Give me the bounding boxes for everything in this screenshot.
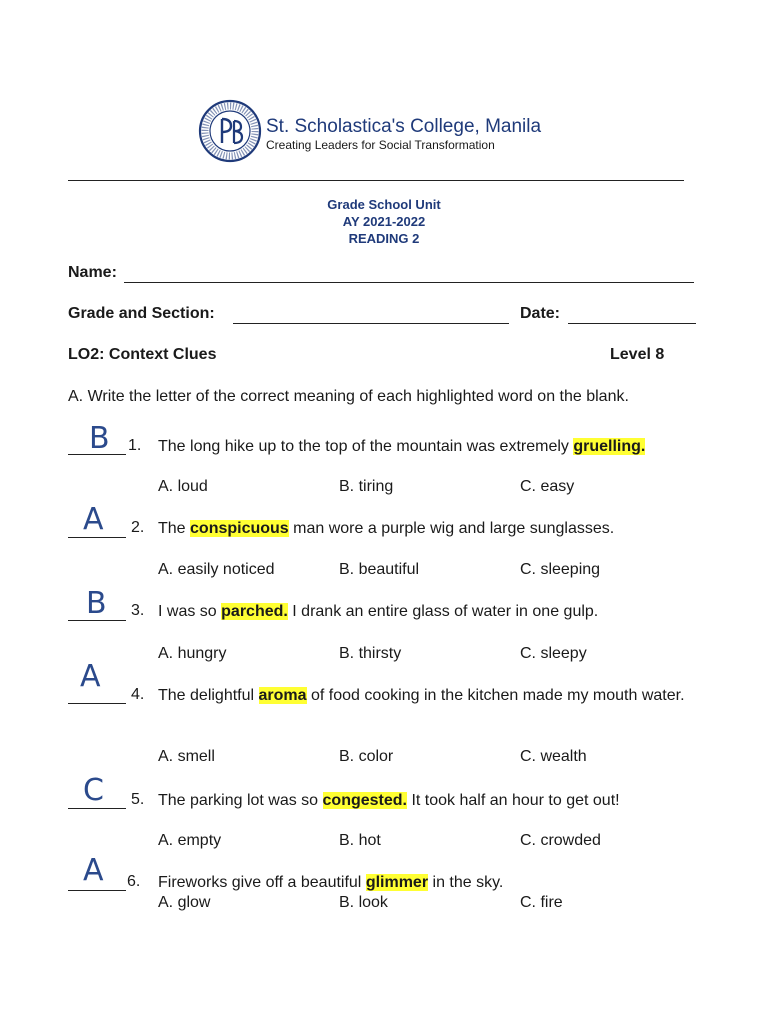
choice-a: A. empty xyxy=(158,832,222,849)
choice-c: C. easy xyxy=(520,478,575,495)
answer-6: A xyxy=(83,853,104,888)
answer-blank-1[interactable] xyxy=(68,454,126,455)
college-name: St. Scholastica's College, Manila xyxy=(266,116,542,137)
name-label: Name: xyxy=(68,264,117,281)
choice-a: A. glow xyxy=(158,894,211,911)
header-divider xyxy=(68,180,684,181)
choice-b: B. color xyxy=(339,748,394,765)
question-text: I was so parched. I drank an entire glass of water in one gulp. xyxy=(158,603,599,620)
answer-blank-5[interactable] xyxy=(68,808,126,809)
choice-b: B. beautiful xyxy=(339,561,420,578)
choice-c: C. sleepy xyxy=(520,645,587,662)
date-label: Date: xyxy=(520,305,561,322)
academic-year: AY 2021-2022 xyxy=(342,214,426,229)
answer-2: A xyxy=(83,502,104,537)
choice-c: C. crowded xyxy=(520,832,601,849)
name-field[interactable] xyxy=(124,282,694,283)
answer-4: A xyxy=(80,659,101,694)
answer-blank-2[interactable] xyxy=(68,537,126,538)
answer-blank-4[interactable] xyxy=(68,703,126,704)
highlighted-word: congested. xyxy=(322,792,407,809)
highlighted-word: conspicuous xyxy=(190,520,289,537)
choice-c: C. fire xyxy=(520,894,563,911)
answer-3: B xyxy=(86,586,107,621)
college-seal-logo xyxy=(198,99,262,163)
question-number: 5. xyxy=(131,791,145,808)
highlighted-word: parched. xyxy=(221,603,288,620)
choice-b: B. tiring xyxy=(339,478,394,495)
choice-b: B. look xyxy=(339,894,388,911)
highlighted-word: aroma xyxy=(258,687,307,704)
question-number: 3. xyxy=(131,602,145,619)
learning-objective: LO2: Context Clues xyxy=(68,346,217,363)
question-text: The parking lot was so congested. It took half an hour to get out! xyxy=(158,792,620,809)
highlighted-word: glimmer xyxy=(365,874,429,891)
subject-title: READING 2 xyxy=(348,231,420,246)
choice-c: C. wealth xyxy=(520,748,587,765)
instructions: A. Write the letter of the correct meaning of each highlighted word on the blank. xyxy=(68,388,629,405)
question-text: The conspicuous man wore a purple wig and large sunglasses. xyxy=(158,520,615,537)
unit-title: Grade School Unit xyxy=(327,197,441,212)
level-label: Level 8 xyxy=(610,346,665,363)
answer-blank-6[interactable] xyxy=(68,890,126,891)
choice-a: A. hungry xyxy=(158,645,227,662)
date-field[interactable] xyxy=(568,323,696,324)
college-tagline: Creating Leaders for Social Transformation xyxy=(266,138,495,152)
question-text: Fireworks give off a beautiful glimmer in the sky. xyxy=(158,874,504,891)
answer-blank-3[interactable] xyxy=(68,620,126,621)
choice-b: B. thirsty xyxy=(339,645,402,662)
question-number: 2. xyxy=(131,519,145,536)
choice-a: A. smell xyxy=(158,748,215,765)
question-number: 1. xyxy=(128,437,142,454)
question-text: The long hike up to the top of the mountain was extremely gruelling. xyxy=(158,438,646,455)
highlighted-word: gruelling. xyxy=(573,438,646,455)
choice-b: B. hot xyxy=(339,832,381,849)
grade-section-field[interactable] xyxy=(233,323,509,324)
question-number: 6. xyxy=(127,873,141,890)
choice-c: C. sleeping xyxy=(520,561,601,578)
answer-5: C xyxy=(83,773,104,808)
choice-a: A. loud xyxy=(158,478,208,495)
question-number: 4. xyxy=(131,686,145,703)
grade-section-label: Grade and Section: xyxy=(68,305,215,322)
question-text: The delightful aroma of food cooking in the kitchen made my mouth water. xyxy=(158,687,685,704)
answer-1: B xyxy=(89,421,110,456)
choice-a: A. easily noticed xyxy=(158,561,275,578)
